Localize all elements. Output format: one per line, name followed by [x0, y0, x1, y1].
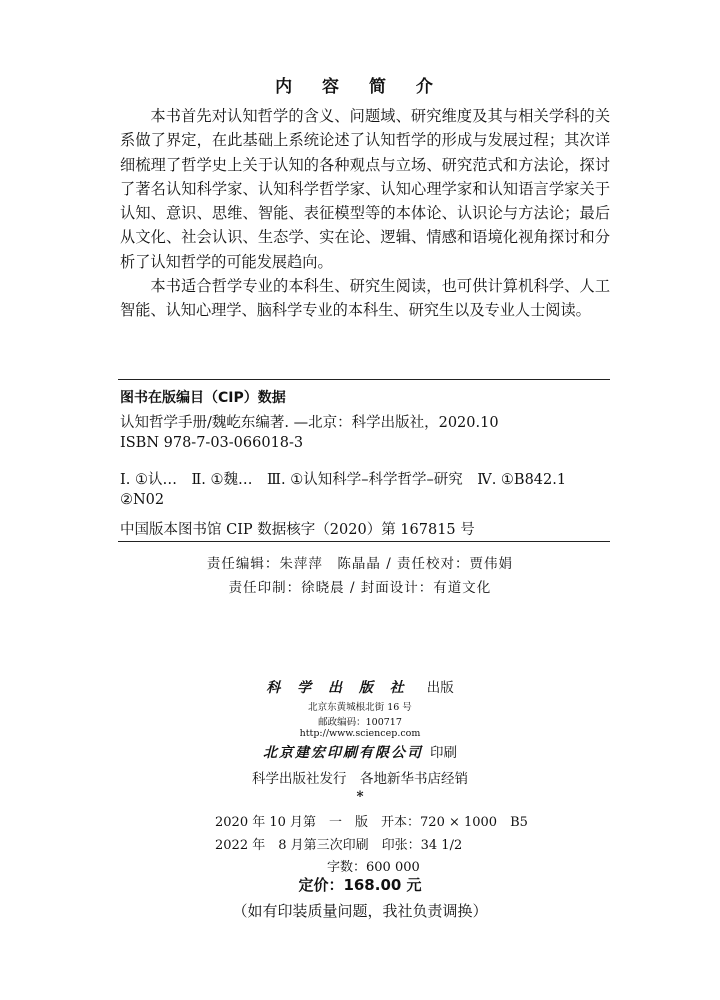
printer-name: 北京建宏印刷有限公司: [262, 745, 423, 761]
edition-info: 2020 年 10 月第 一 版 开本：720 × 1000 B5: [215, 815, 528, 830]
cip-classification-cont: ②N02: [120, 492, 165, 508]
printer-suffix: 印刷: [430, 745, 458, 761]
separator-star: *: [356, 789, 364, 805]
cip-title-line: 认知哲学手册/魏屹东编著. —北京：科学出版社，2020.10: [120, 415, 499, 431]
cip-classification: Ⅰ. ①认… Ⅱ. ①魏… Ⅲ. ①认知科学–科学哲学–研究 Ⅳ. ①B842.1: [120, 472, 567, 488]
cip-record-number: 中国版本图书馆 CIP 数据核字（2020）第 167815 号: [120, 522, 475, 538]
production-credits: 责任印制：徐晓晨 / 封面设计：有道文化: [228, 580, 492, 596]
printer-line: [0, 741, 720, 762]
editor-credits: 责任编辑：朱萍萍 陈晶晶 / 责任校对：贾伟娟: [206, 556, 514, 572]
intro-paragraph-1: 本书首先对认知哲学的含义、问题域、研究维度及其与相关学科的关系做了界定，在此基础上系统论述了认知哲学的形成与发展过程；其次详细梳理了哲学史上关于认知的各种观点与立场、研究范式和方法论，探讨了著名认知科学家、认知科学哲学家、认知心理学家和认知语言学家关于认知、意识、思维、智能、表征模型等的本体论、认识论与方法论；最后从文化、社会认识、生态学、实在论、逻辑、情感和语境化视角探讨和分析了认知哲学的可能发展趋向。: [120, 107, 610, 271]
intro-paragraph-2: 本书适合哲学专业的本科生、研究生阅读，也可供计算机科学、人工智能、认知心理学、脑科学专业的本科生、研究生以及专业人士阅读。: [120, 277, 610, 320]
publisher-name: 科 学 出 版 社: [266, 680, 410, 696]
page-title: 内 容 简 介: [275, 77, 445, 97]
publisher-line: [0, 676, 720, 697]
price: 定价：168.00 元: [298, 876, 422, 894]
cip-isbn: ISBN 978-7-03-066018-3: [120, 435, 304, 451]
publisher-suffix: 出版: [426, 680, 454, 696]
publisher-website: http://www.sciencep.com: [299, 728, 421, 739]
intro-text: [120, 104, 610, 323]
quality-note: （如有印装质量问题，我社负责调换）: [232, 902, 488, 920]
publisher-address: 北京东黄城根北街 16 号: [308, 702, 412, 713]
printing-info: 2022 年 8 月第三次印刷 印张：34 1/2: [215, 838, 463, 853]
word-count: 字数：600 000: [327, 860, 420, 875]
cip-heading: 图书在版编目（CIP）数据: [120, 390, 286, 406]
distribution-line: 科学出版社发行 各地新华书店经销: [252, 771, 468, 787]
cip-block: [118, 379, 610, 542]
publisher-postcode: 邮政编码：100717: [318, 717, 402, 728]
